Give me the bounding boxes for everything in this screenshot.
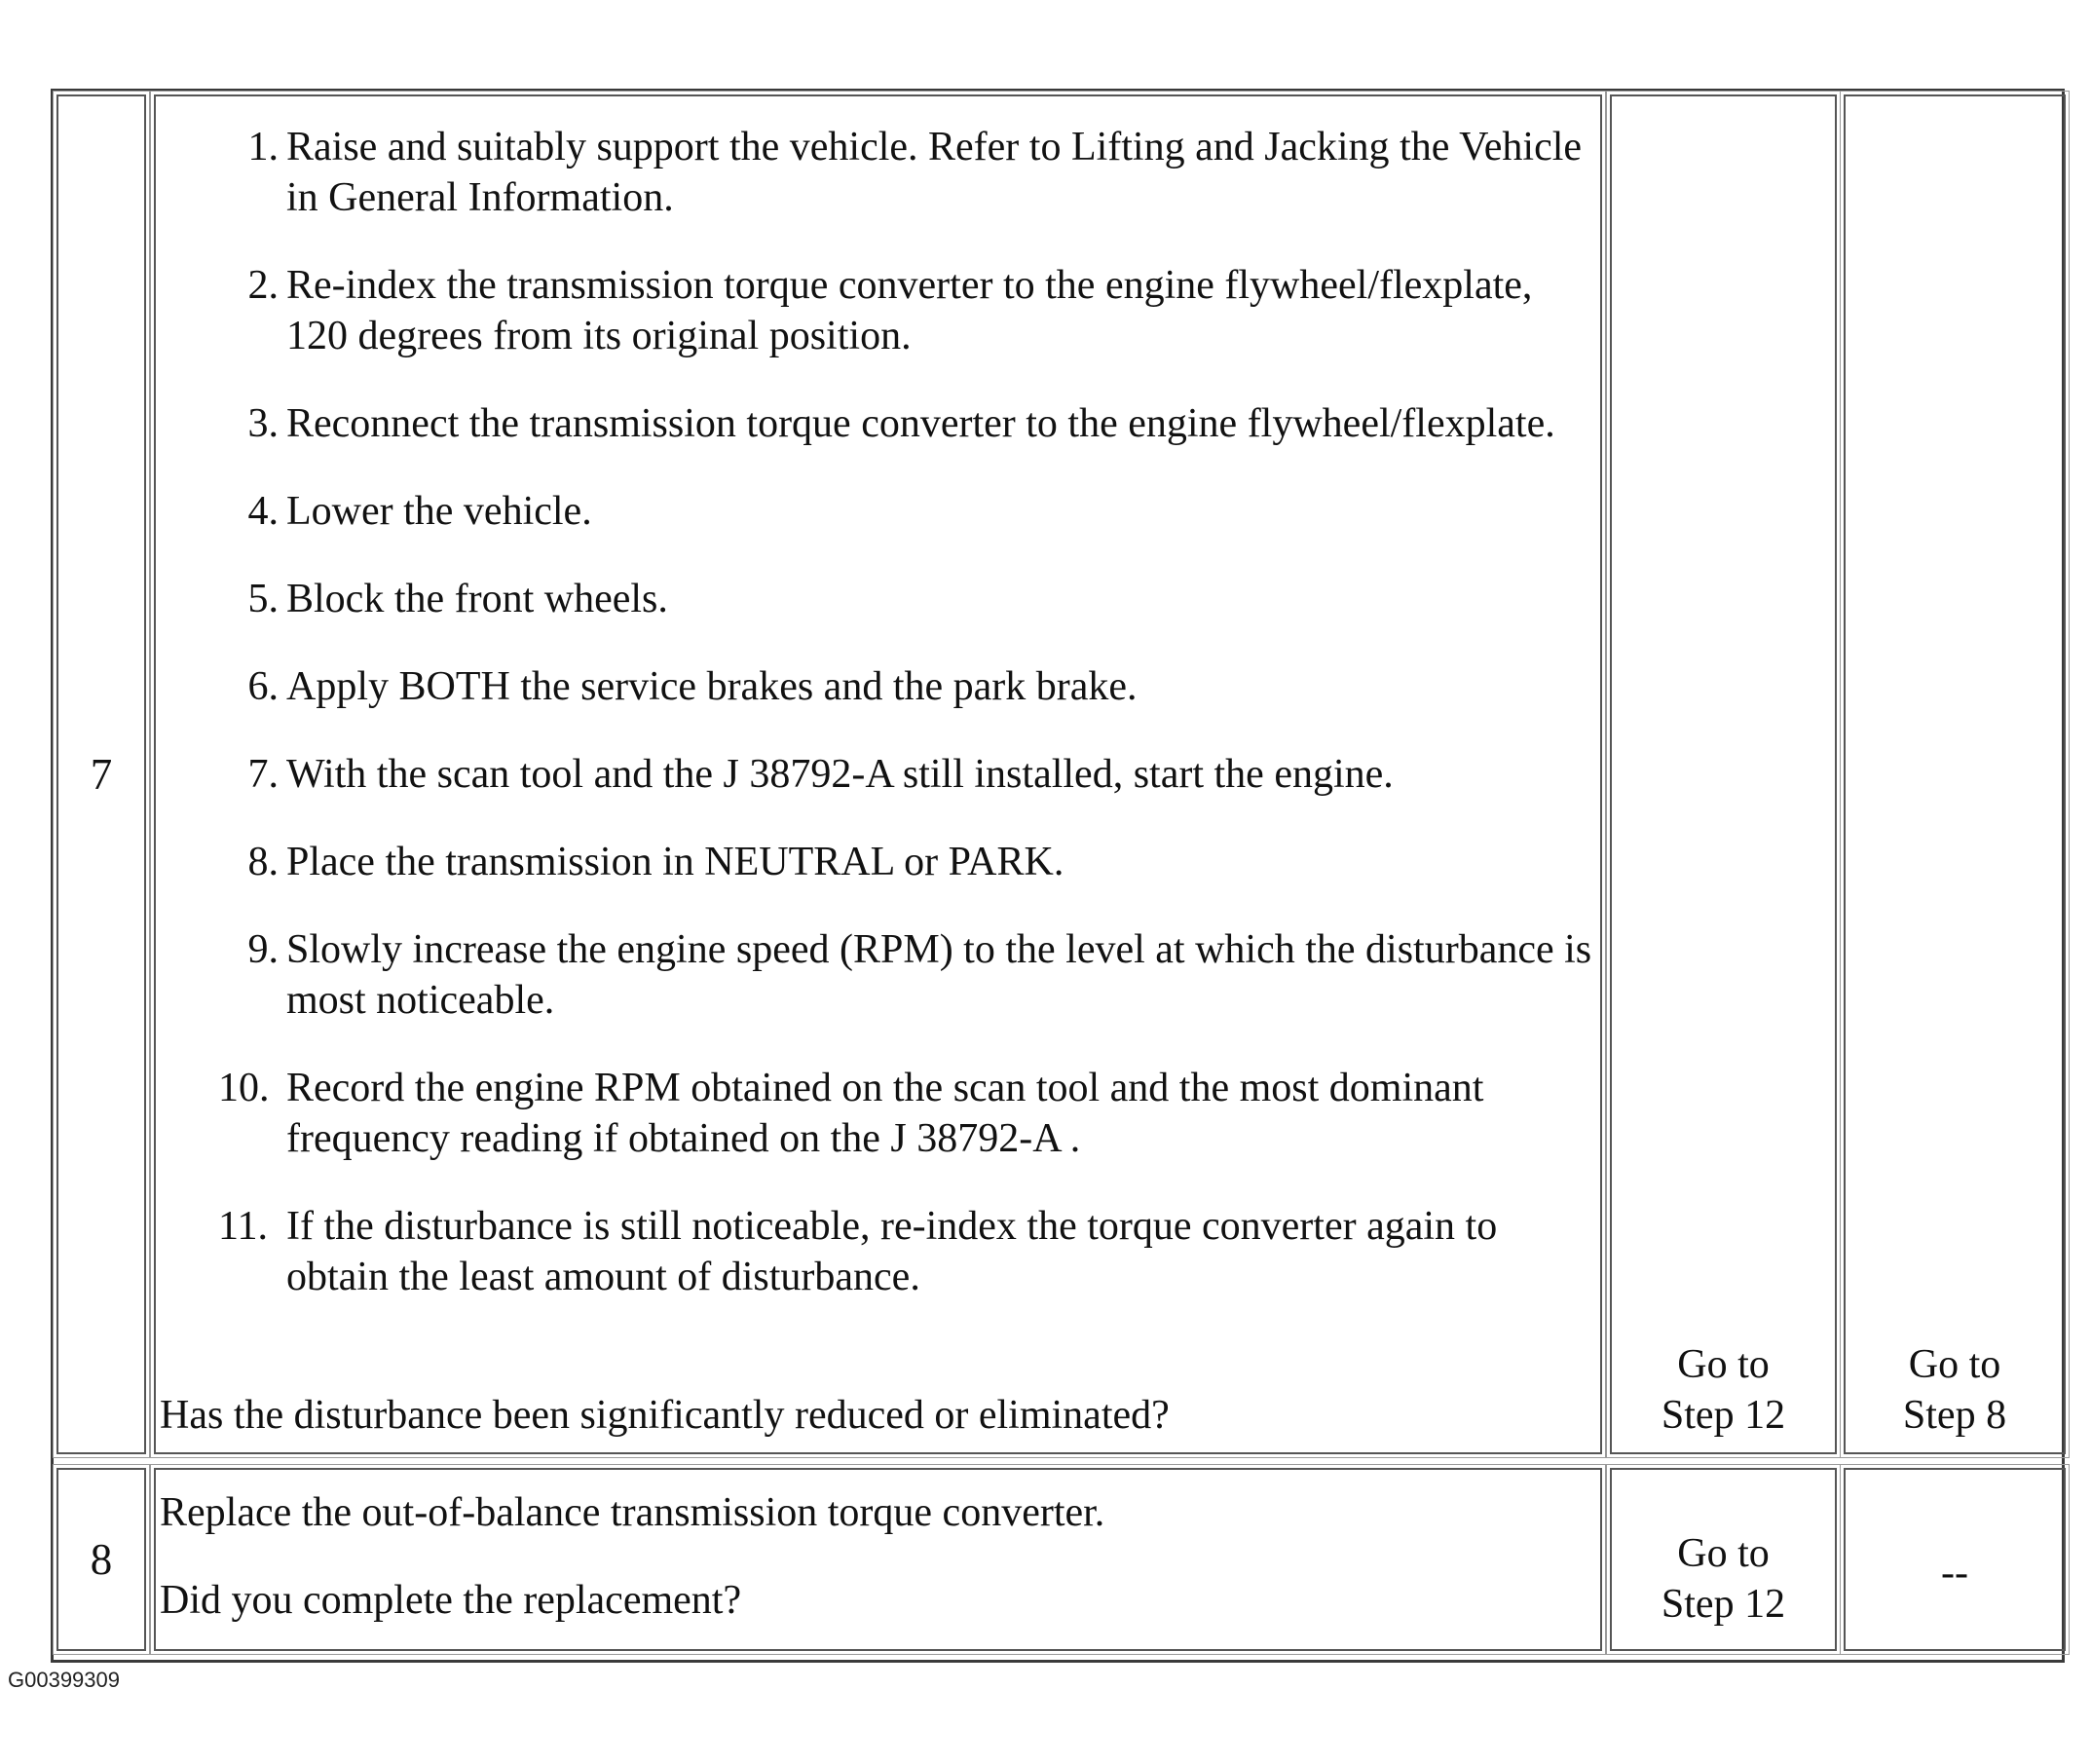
item-text: Place the transmission in NEUTRAL or PARK. (286, 840, 1064, 884)
list-item (218, 260, 1601, 361)
action-text: Replace the out-of-balance transmission torque converter. (160, 1490, 1105, 1535)
goto-line: Go to (1908, 1342, 2001, 1387)
item-number: 1. (247, 125, 279, 169)
item-number: 2. (247, 263, 279, 308)
step-number: 8 (90, 1535, 113, 1584)
step-number: 7 (90, 750, 113, 799)
question-text: Has the disturbance been significantly reduced or eliminated? (160, 1393, 1170, 1438)
goto-line: Go to (1677, 1342, 1770, 1387)
item-text: With the scan tool and the J 38792-A still installed, start the engine. (286, 752, 1394, 797)
list-item (218, 749, 1601, 800)
item-text: Re-index the transmission torque converter to the engine flywheel/flexplate, 120 degrees from its original position. (286, 263, 1533, 358)
instruction-list (218, 122, 1601, 1339)
list-item (218, 1063, 1601, 1164)
item-number: 6. (247, 664, 279, 709)
item-text: Slowly increase the engine speed (RPM) to the level at which the disturbance is most noticeable. (286, 927, 1592, 1023)
list-item (218, 837, 1601, 887)
goto-step: Step 8 (1902, 1393, 2007, 1438)
item-text: Lower the vehicle. (286, 489, 592, 534)
no-cell (1844, 94, 2066, 1454)
diagnostic-table (51, 89, 2065, 1663)
item-number: 3. (247, 401, 279, 446)
step-cell (56, 94, 146, 1454)
item-text: Reconnect the transmission torque converter to the engine flywheel/flexplate. (286, 401, 1555, 446)
item-number: 5. (247, 577, 279, 621)
item-text: Record the engine RPM obtained on the scan tool and the most dominant frequency reading if obtained on the J 38792-A . (286, 1066, 1484, 1161)
item-number: 8. (247, 840, 279, 884)
no-goto[interactable] (1846, 1339, 2064, 1441)
list-item (218, 1201, 1601, 1302)
list-item (218, 122, 1601, 223)
item-text: Raise and suitably support the vehicle. Refer to Lifting and Jacking the Vehicle in General Information. (286, 125, 1583, 220)
action-cell (154, 94, 1602, 1454)
item-number: 9. (247, 927, 279, 972)
list-item (218, 486, 1601, 537)
list-item (218, 574, 1601, 624)
item-number: 4. (247, 489, 279, 534)
yes-goto[interactable] (1612, 1528, 1835, 1630)
item-number: 7. (247, 752, 279, 797)
list-item (218, 924, 1601, 1026)
figure-id: G00399309 (8, 1668, 120, 1692)
item-number: 11. (218, 1204, 268, 1249)
item-number: 10. (218, 1066, 270, 1110)
no-cell (1844, 1468, 2066, 1651)
yes-goto[interactable] (1612, 1339, 1835, 1441)
action-cell (154, 1468, 1602, 1651)
goto-step: Step 12 (1661, 1393, 1786, 1438)
question-text: Did you complete the replacement? (160, 1578, 742, 1623)
step-cell (56, 1468, 146, 1651)
no-action-dash: -- (1941, 1551, 1968, 1595)
yes-cell (1610, 94, 1837, 1454)
yes-cell (1610, 1468, 1837, 1651)
goto-step: Step 12 (1661, 1582, 1786, 1627)
item-text: Block the front wheels. (286, 577, 668, 621)
goto-line: Go to (1677, 1531, 1770, 1576)
list-item (218, 661, 1601, 712)
list-item (218, 398, 1601, 449)
item-text: Apply BOTH the service brakes and the park brake. (286, 664, 1138, 709)
item-text: If the disturbance is still noticeable, re-index the torque converter again to obtain the least amount of disturbance. (286, 1204, 1498, 1299)
